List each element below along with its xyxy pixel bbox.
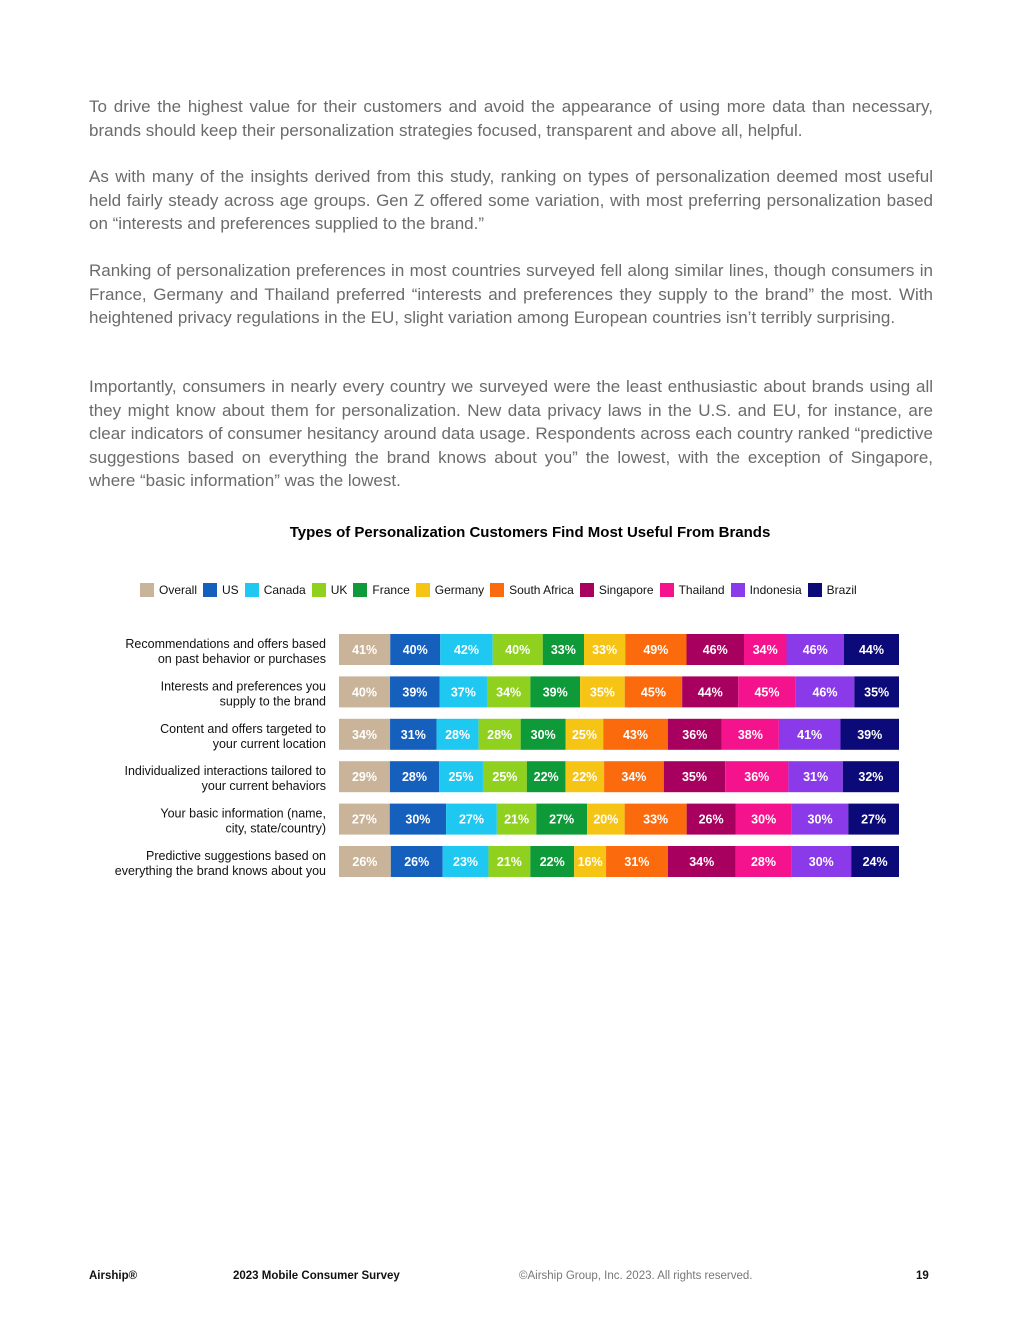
bar-value-label: 33%	[550, 643, 576, 657]
bar-value-label: 44%	[697, 685, 723, 700]
chart-title: Types of Personalization Customers Find Most Useful From Brands	[289, 524, 771, 541]
bar-value-label: 30%	[405, 812, 431, 827]
bar-value-label: 39%	[857, 727, 883, 742]
bar-value-label: 21%	[496, 855, 522, 869]
bar-value-label: 39%	[402, 685, 428, 700]
privacy-paragraph: Importantly, consumers in nearly every country we surveyed were the least enthusiastic about brands using all they might know about them for personalization. New data privacy laws in the U.S. and EU, for instance, are clear indicators of consumer hesitancy around data usage. Respondents across each country ranked “predictive suggestions based on everything the brand knows about you” the lowest, with the exception of Singapore, where “basic information” was the lowest.	[89, 377, 933, 490]
bar-value-label: 25%	[571, 727, 597, 742]
legend-label: South Africa	[509, 583, 574, 597]
category-label: supply to the brand	[219, 694, 326, 709]
bar-value-label: 34%	[496, 685, 522, 700]
footer-survey-title: 2023 Mobile Consumer Survey	[233, 1270, 400, 1282]
legend-swatch	[353, 583, 367, 597]
footer-copyright: ©Airship Group, Inc. 2023. All rights reserved.	[519, 1270, 753, 1282]
legend-item	[353, 583, 409, 597]
legend-swatch	[580, 583, 594, 597]
bar-value-label: 35%	[681, 770, 708, 785]
bar-value-label: 24%	[862, 855, 888, 869]
legend-item	[203, 583, 239, 597]
bar-value-label: 42%	[453, 643, 480, 657]
bar-value-label: 40%	[402, 643, 428, 657]
bar-value-label: 44%	[858, 643, 885, 657]
bar-value-label: 43%	[622, 727, 649, 742]
legend-label: Overall	[159, 583, 198, 597]
bar-value-label: 37%	[450, 685, 476, 700]
legend-label: UK	[330, 583, 348, 597]
category-label: everything the brand knows about you	[114, 864, 326, 878]
bar-value-label: 33%	[592, 643, 618, 657]
bar-value-label: 22%	[572, 770, 598, 785]
bar-value-label: 46%	[812, 685, 838, 700]
legend-item	[140, 583, 197, 597]
legend-swatch	[416, 583, 430, 597]
page-number: 19	[916, 1270, 929, 1282]
legend-swatch	[731, 583, 745, 597]
bar-value-label: 34%	[352, 727, 378, 742]
legend-item	[580, 583, 654, 597]
bar-value-label: 29%	[351, 770, 377, 785]
legend-item	[416, 583, 484, 597]
legend-item	[660, 583, 725, 597]
bar-value-label: 28%	[750, 855, 776, 869]
bar-value-label: 27%	[351, 812, 377, 827]
bar-value-label: 27%	[458, 812, 484, 827]
category-label: your current location	[212, 736, 326, 751]
bar-value-label: 30%	[751, 812, 777, 827]
bar-value-label: 35%	[864, 685, 890, 700]
bar-value-label: 36%	[744, 770, 770, 785]
legend-swatch	[312, 583, 326, 597]
bar-value-label: 34%	[621, 770, 647, 785]
bar-value-label: 26%	[352, 855, 378, 869]
legend-item	[245, 583, 306, 597]
bar-value-label: 26%	[698, 812, 724, 827]
age-groups-paragraph: As with many of the insights derived from this study, ranking on types of personalization deemed most useful held fairly steady across age groups. Gen Z offered some variation, with most preferring personalization based on “interests and preferences supplied to the brand.”	[89, 167, 933, 233]
bar-value-label: 25%	[492, 770, 518, 785]
bar-value-label: 38%	[737, 727, 763, 742]
category-label: Interests and preferences you	[160, 679, 326, 694]
legend-label: Indonesia	[749, 583, 802, 597]
bar-value-label: 22%	[539, 855, 565, 869]
stacked-bar-chart	[0, 620, 1020, 890]
legend-item	[490, 583, 574, 597]
bar-value-label: 28%	[487, 727, 513, 742]
bar-value-label: 30%	[530, 727, 556, 742]
bar-value-label: 31%	[624, 855, 650, 869]
bar-value-label: 27%	[861, 812, 887, 827]
bar-value-label: 21%	[504, 812, 530, 827]
legend-label: Thailand	[678, 583, 725, 597]
category-label: Predictive suggestions based on	[146, 849, 326, 863]
legend-label: Germany	[434, 583, 485, 597]
bar-value-label: 22%	[533, 770, 559, 785]
legend-swatch	[808, 583, 822, 597]
bar-value-label: 40%	[505, 643, 531, 657]
bar-value-label: 26%	[404, 855, 430, 869]
legend-label: US	[222, 583, 239, 597]
bar-value-label: 32%	[858, 770, 884, 785]
legend-swatch	[140, 583, 154, 597]
bar-value-label: 25%	[448, 770, 474, 785]
bar-value-label: 23%	[453, 855, 479, 869]
bar-value-label: 31%	[803, 770, 829, 785]
bar-value-label: 31%	[400, 727, 426, 742]
bar-value-label: 49%	[643, 643, 669, 657]
legend-swatch	[245, 583, 259, 597]
bar-value-label: 33%	[643, 812, 669, 827]
legend-swatch	[490, 583, 504, 597]
intro-paragraph: To drive the highest value for their customers and avoid the appearance of using more data than necessary, brands should keep their personalization strategies focused, transparent and above all, helpful.	[89, 97, 933, 140]
bar-value-label: 28%	[401, 770, 428, 785]
legend-label: Brazil	[826, 583, 857, 597]
bar-value-label: 39%	[542, 685, 568, 700]
legend-label: Singapore	[598, 583, 654, 597]
bar-value-label: 27%	[549, 812, 575, 827]
bar-value-label: 36%	[682, 727, 708, 742]
legend-item	[312, 583, 348, 597]
legend-swatch	[203, 583, 217, 597]
bar-value-label: 41%	[352, 643, 378, 657]
legend-label: France	[372, 583, 410, 597]
bar-value-label: 46%	[802, 643, 828, 657]
legend-item	[731, 583, 802, 597]
bar-value-label: 16%	[577, 855, 603, 869]
bar-value-label: 30%	[808, 855, 834, 869]
chart-legend	[140, 583, 863, 597]
bar-value-label: 34%	[689, 855, 715, 869]
bar-value-label: 28%	[445, 727, 471, 742]
category-label: Content and offers targeted to	[160, 721, 326, 736]
legend-item	[808, 583, 857, 597]
category-label: Recommendations and offers based	[125, 637, 326, 651]
category-label: city, state/country)	[225, 821, 326, 836]
footer-brand: Airship®	[89, 1270, 138, 1282]
category-label: Individualized interactions tailored to	[124, 764, 326, 779]
category-label: Your basic information (name,	[160, 806, 326, 821]
bar-value-label: 20%	[593, 812, 619, 827]
category-label: your current behaviors	[201, 779, 326, 794]
bar-value-label: 35%	[589, 685, 615, 700]
bar-value-label: 45%	[640, 685, 666, 700]
bar-value-label: 34%	[752, 643, 778, 657]
bar-value-label: 30%	[807, 812, 833, 827]
category-label: on past behavior or purchases	[157, 652, 326, 666]
bar-value-label: 40%	[351, 685, 378, 700]
bar-value-label: 45%	[754, 685, 780, 700]
bar-value-label: 46%	[702, 643, 728, 657]
bar-value-label: 41%	[797, 727, 823, 742]
legend-label: Canada	[263, 583, 306, 597]
legend-swatch	[660, 583, 674, 597]
countries-paragraph: Ranking of personalization preferences in most countries surveyed fell along similar lines, though consumers in France, Germany and Thailand preferred “interests and preferences they supply to the brand” the most. With heightened privacy regulations in the EU, slight variation among European countries isn’t terribly surprising.	[89, 261, 933, 327]
